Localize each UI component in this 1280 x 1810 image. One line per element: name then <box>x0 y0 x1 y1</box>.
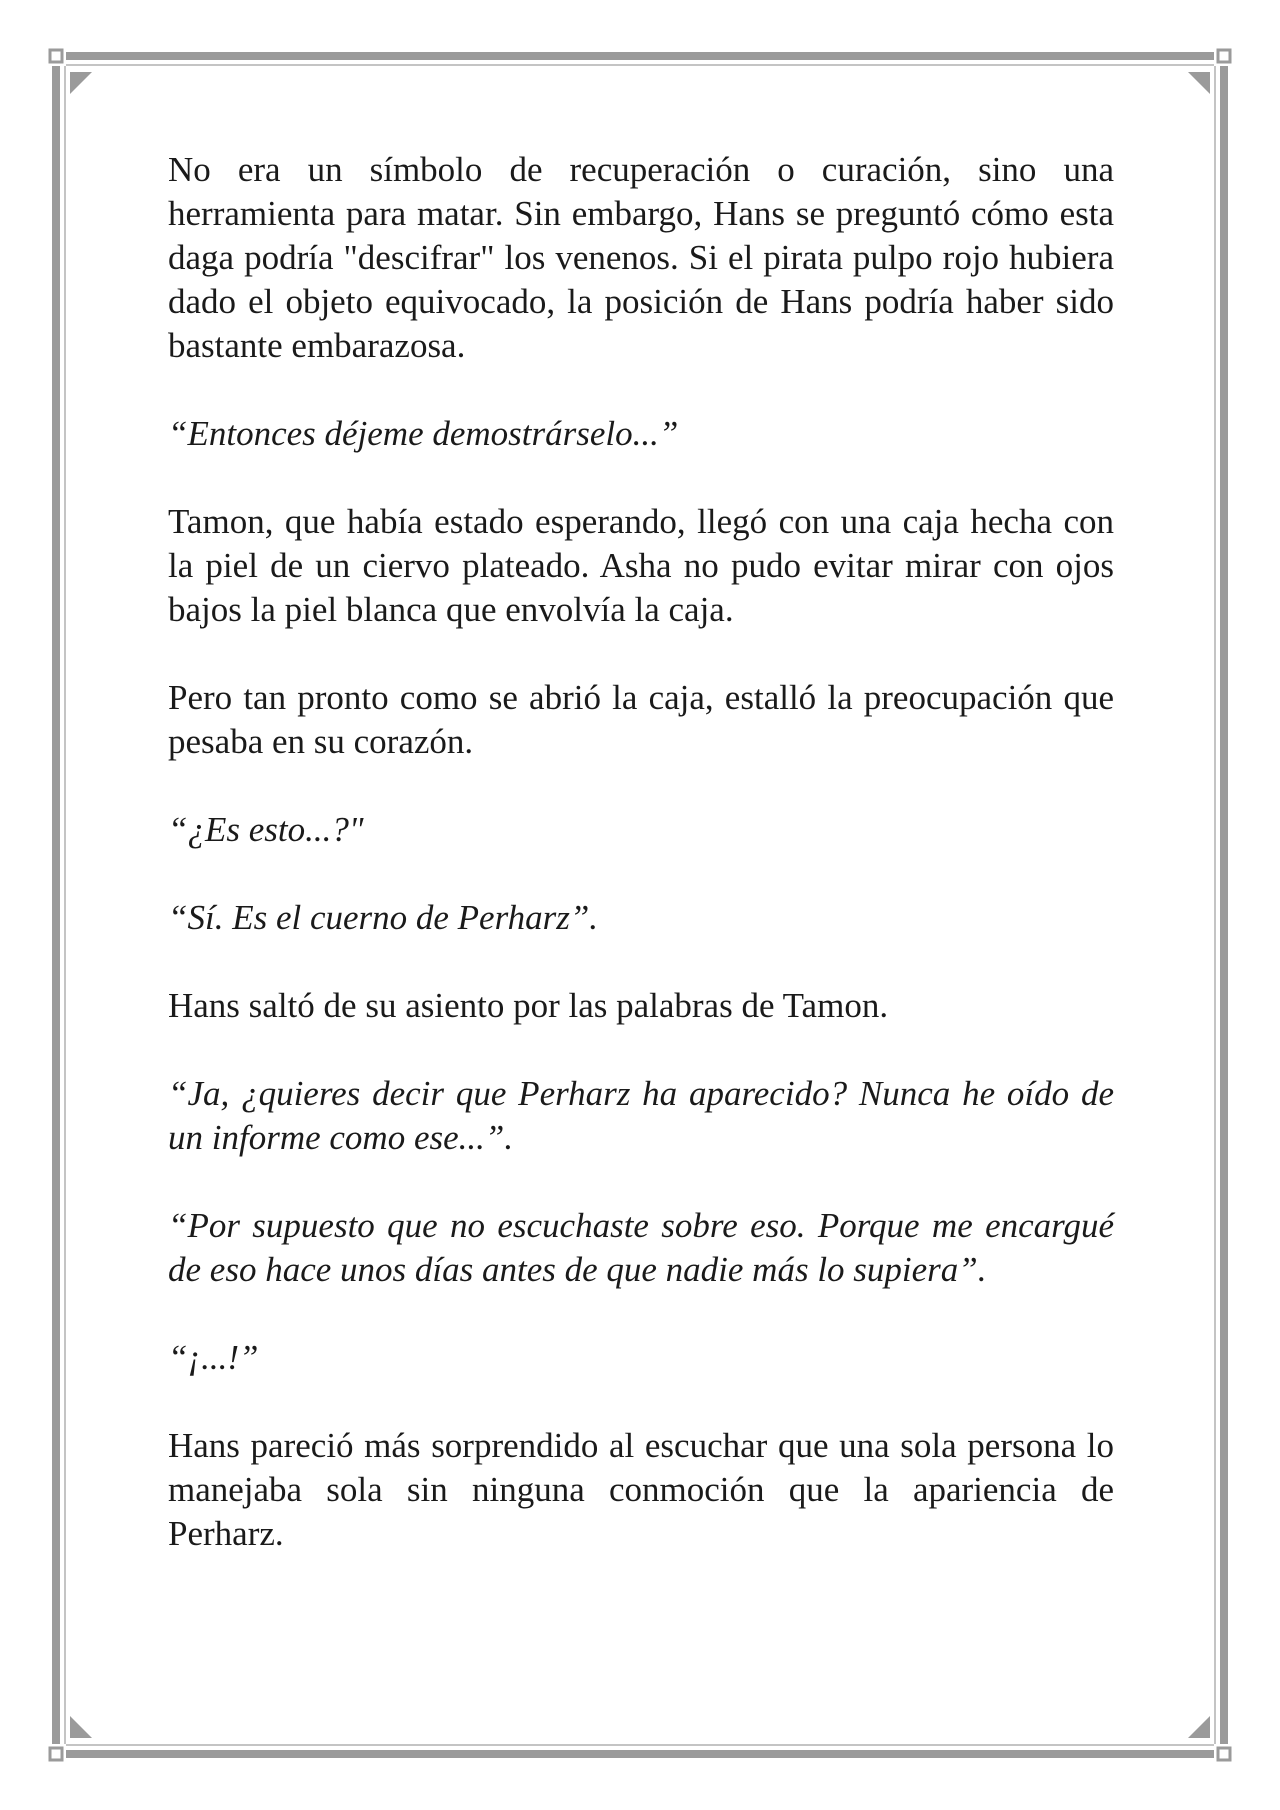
paragraph-narration: Hans saltó de su asiento por las palabras de Tamon. <box>168 986 889 1025</box>
paragraph-dialogue: “Por supuesto que no escuchaste sobre eso. Porque me encargué de eso hace unos días antes de que nadie más lo supiera”. <box>168 1206 1114 1289</box>
paragraph-narration: Hans pareció más sorprendido al escuchar que una sola persona lo manejaba sola sin ninguna conmoción que la apariencia de Perharz. <box>168 1426 1114 1553</box>
paragraph-narration: Pero tan pronto como se abrió la caja, estalló la preocupación que pesaba en su corazón. <box>168 678 1114 761</box>
paragraph-dialogue: “Entonces déjeme demostrárselo...” <box>168 414 679 453</box>
paragraph-dialogue: “Ja, ¿quieres decir que Perharz ha aparecido? Nunca he oído de un informe como ese...”. <box>168 1074 1114 1157</box>
paragraph-narration: Tamon, que había estado esperando, llegó con una caja hecha con la piel de un ciervo plateado. Asha no pudo evitar mirar con ojos bajos la piel blanca que envolvía la caja. <box>168 502 1114 629</box>
document-body <box>168 148 1114 1556</box>
paragraph-dialogue: “Sí. Es el cuerno de Perharz”. <box>168 898 599 937</box>
paragraph-dialogue: “¡...!” <box>168 1338 259 1377</box>
paragraph-dialogue: “¿Es esto...?" <box>168 810 364 849</box>
paragraph-narration: No era un símbolo de recuperación o curación, sino una herramienta para matar. Sin embargo, Hans se preguntó cómo esta daga podría "descifrar" los venenos. Si el pirata pulpo rojo hubiera dado el objeto equivocado, la posición de Hans podría haber sido bastante embarazosa. <box>168 150 1114 365</box>
